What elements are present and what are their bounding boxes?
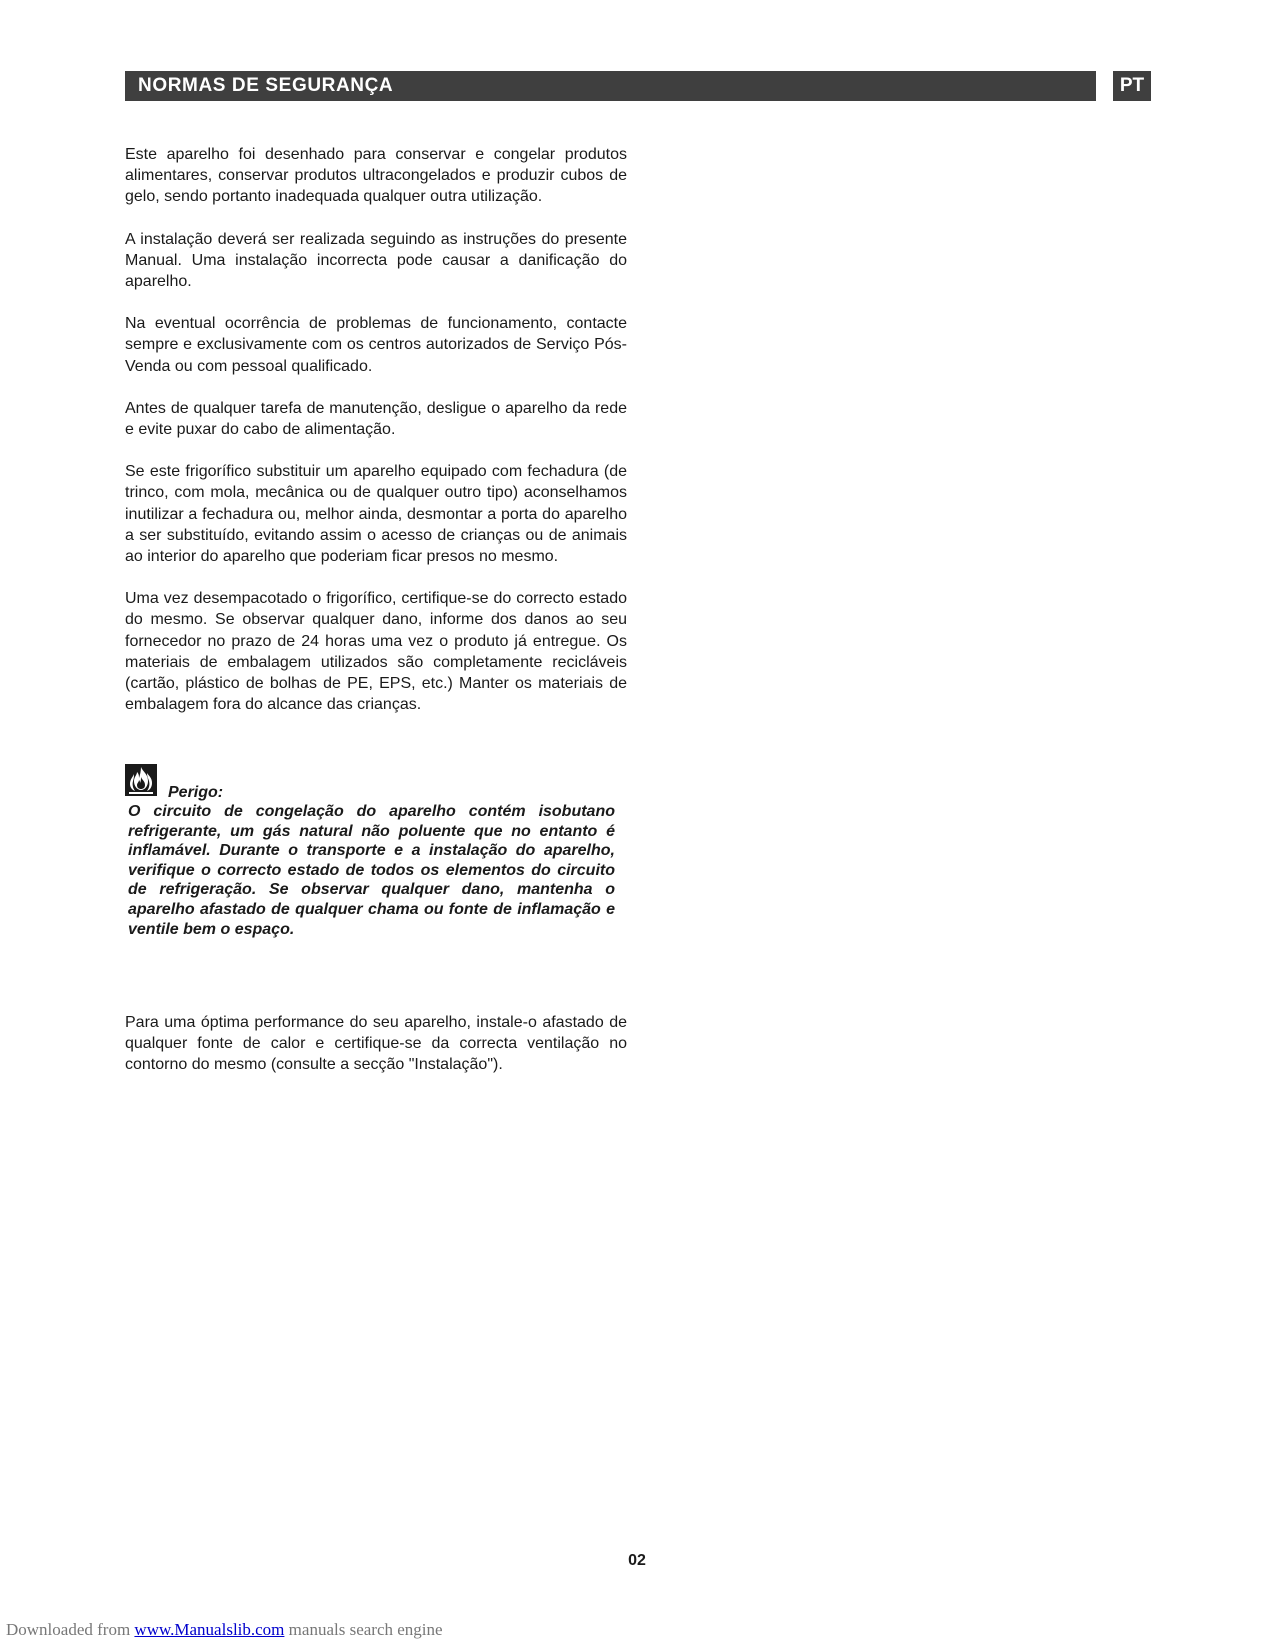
danger-title: Perigo:	[168, 784, 224, 801]
paragraph-unpacking: Uma vez desempacotado o frigorífico, certifique-se do correcto estado do mesmo. Se observar qualquer dano, informe dos danos ao seu fornecedor no prazo de 24 horas uma vez o produto já entregue. Os materiais de embalagem utilizados são completamente recicláveis (cartão, plástico de bolhas de PE, EPS, etc.) Manter os materiais de embalagem fora do alcance das crianças.	[125, 590, 627, 714]
manualslib-link[interactable]: www.Manualslib.com	[134, 1620, 285, 1639]
download-footer	[6, 1620, 443, 1640]
footer-prefix: Downloaded from	[6, 1620, 135, 1639]
page-number: 02	[628, 1552, 646, 1569]
section-title: NORMAS DE SEGURANÇA	[138, 75, 394, 96]
paragraph-ventilation: Para uma óptima performance do seu aparelho, instale-o afastado de qualquer fonte de calor e certifique-se da correcta ventilação no contorno do mesmo (consulte a secção "Instalação").	[125, 1014, 627, 1074]
paragraph-old-lock: Se este frigorífico substituir um aparelho equipado com fechadura (de trinco, com mola, mecânica ou de qualquer outro tipo) aconselhamos inutilizar a fechadura ou, melhor ainda, desmontar a porta do aparelho a ser substituído, evitando assim o acesso de crianças ou de animais ao interior do aparelho que poderiam ficar presos no mesmo.	[125, 463, 627, 566]
flame-icon	[125, 764, 157, 796]
ventilation-text-block	[125, 1012, 627, 1097]
paragraph-maintenance: Antes de qualquer tarefa de manutenção, desligue o aparelho da rede e evite puxar do cabo de alimentação.	[125, 399, 627, 439]
safety-text-column	[125, 144, 627, 736]
danger-text: O circuito de congelação do aparelho contém isobutano refrigerante, um gás natural não poluente que no entanto é inflamável. Durante o transporte e a instalação do aparelho, verifique o correcto estado de todos os elementos do circuito de refrigeração. Se observar qualquer dano, mantenha o aparelho afastado de qualquer chama ou fonte de inflamação e ventile bem o espaço.	[128, 803, 615, 938]
paragraph-intended-use: Este aparelho foi desenhado para conservar e congelar produtos alimentares, conservar produtos ultracongelados e produzir cubos de gelo, sendo portanto inadequada qualquer outra utilização.	[125, 146, 627, 206]
danger-notice	[125, 764, 627, 939]
paragraph-installation: A instalação deverá ser realizada seguindo as instruções do presente Manual. Uma instalação incorrecta pode causar a danificação do aparelho.	[125, 230, 627, 291]
danger-notice-header	[125, 764, 627, 802]
paragraph-service: Na eventual ocorrência de problemas de funcionamento, contacte sempre e exclusivamente com os centros autorizados de Serviço Pós-Venda ou com pessoal qualificado.	[125, 315, 627, 375]
section-header-bar	[125, 71, 1096, 101]
language-badge: PT	[1113, 71, 1151, 101]
footer-suffix: manuals search engine	[284, 1620, 443, 1639]
